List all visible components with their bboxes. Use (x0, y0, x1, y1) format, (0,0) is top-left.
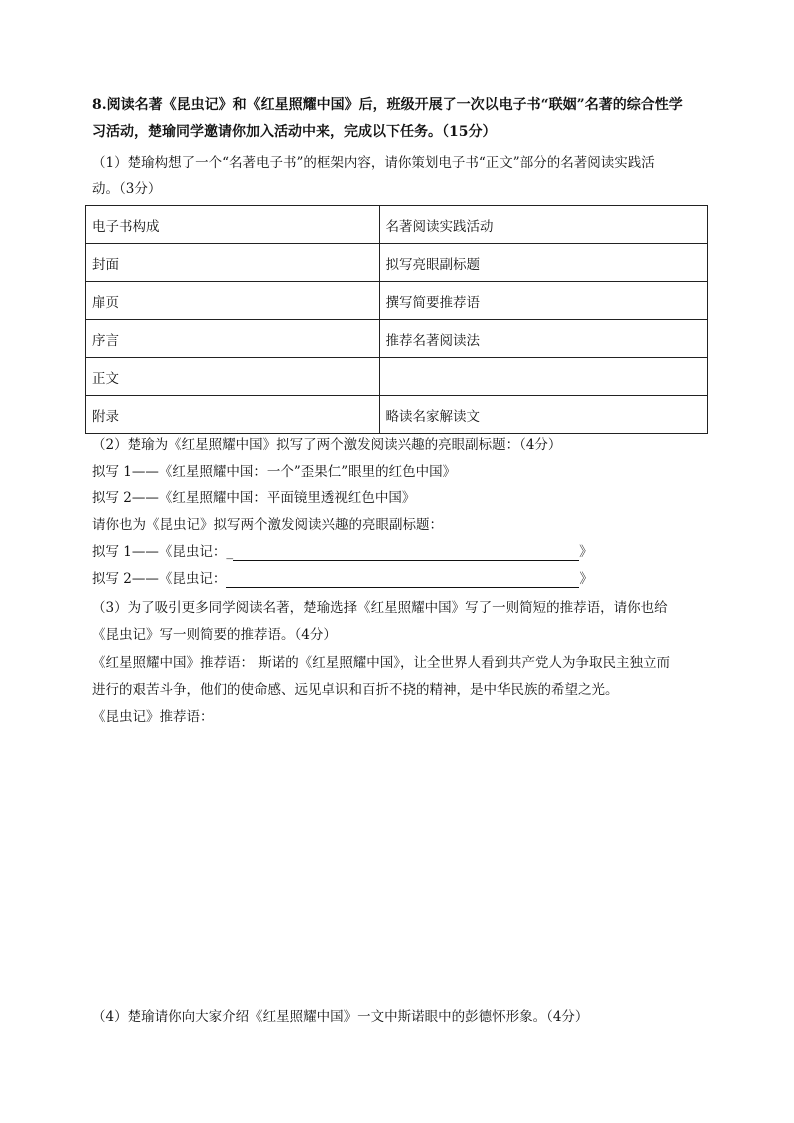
table-cell: 附录 (86, 396, 380, 434)
table-header-row (86, 206, 708, 244)
table-row (86, 396, 708, 434)
part3-example-line-1: 《红星照耀中国》推荐语： 斯诺的《红星照耀中国》，让全世界人看到共产党人为争取民主独立而 (92, 655, 671, 671)
blank-2-suffix: 》 (579, 571, 593, 587)
table-cell: 撰写简要推荐语 (379, 282, 707, 320)
table-header-cell: 名著阅读实践活动 (379, 206, 707, 244)
part2-prompt: 请你也为《昆虫记》拟写两个激发阅读兴趣的亮眼副标题： (92, 517, 443, 533)
ebook-structure-table (85, 205, 708, 434)
part2-intro: （2）楚瑜为《红星照耀中国》拟写了两个激发阅读兴趣的亮眼副标题：（4分） (92, 437, 562, 453)
part3-example-line-2: 进行的艰苦斗争，他们的使命感、远见卓识和百折不挠的精神，是中华民族的希望之光。 (92, 682, 619, 698)
subtitle-answer-line-1[interactable] (233, 560, 579, 561)
part3-line-2: 《昆虫记》写一则简要的推荐语。（4分） (92, 627, 337, 643)
table-row (86, 358, 708, 396)
table-cell: 略读名家解读文 (379, 396, 707, 434)
table-cell: 扉页 (86, 282, 380, 320)
table-header-cell: 电子书构成 (86, 206, 380, 244)
table-cell: 序言 (86, 320, 380, 358)
blank-1-suffix: 》 (579, 544, 593, 560)
table-cell: 拟写亮眼副标题 (379, 244, 707, 282)
subtitle-blank-row-2 (92, 570, 712, 588)
table-cell: 正文 (86, 358, 380, 396)
question-title-line-1: 8.阅读名著《昆虫记》和《红星照耀中国》后，班级开展了一次以电子书“联姻”名著的综合性学 (92, 97, 683, 113)
recommendation-answer-area[interactable] (92, 730, 712, 1000)
question-title-line-2: 习活动，楚瑜同学邀请你加入活动中来，完成以下任务。（15分） (92, 124, 497, 140)
subtitle-answer-line-2[interactable] (226, 587, 579, 588)
part3-line-1: （3）为了吸引更多同学阅读名著，楚瑜选择《红星照耀中国》写了一则简短的推荐语，请你也给 (92, 600, 668, 616)
part2-example-1: 拟写 1——《红星照耀中国：一个”歪果仁”眼里的红色中国》 (92, 464, 457, 480)
part2-example-2: 拟写 2——《红星照耀中国：平面镜里透视红色中国》 (92, 490, 416, 506)
part1-line-2: 动。（3分） (92, 181, 162, 197)
part3-answer-label: 《昆虫记》推荐语： (92, 709, 214, 725)
part4-line-1: （4）楚瑜请你向大家介绍《红星照耀中国》一文中斯诺眼中的彭德怀形象。（4分） (92, 1009, 589, 1025)
table-cell: 封面 (86, 244, 380, 282)
table-row (86, 282, 708, 320)
part1-line-1: （1）楚瑜构想了一个“名著电子书”的框架内容，请你策划电子书“正文”部分的名著阅读实践活 (92, 155, 655, 171)
blank-2-prefix: 拟写 2——《昆虫记： (92, 571, 227, 587)
table-row (86, 244, 708, 282)
table-cell: 推荐名著阅读法 (379, 320, 707, 358)
blank-1-prefix: 拟写 1——《昆虫记：_ (92, 544, 234, 560)
subtitle-blank-row-1 (92, 543, 712, 561)
answer-cell-main-text[interactable] (379, 358, 707, 396)
table-row (86, 320, 708, 358)
